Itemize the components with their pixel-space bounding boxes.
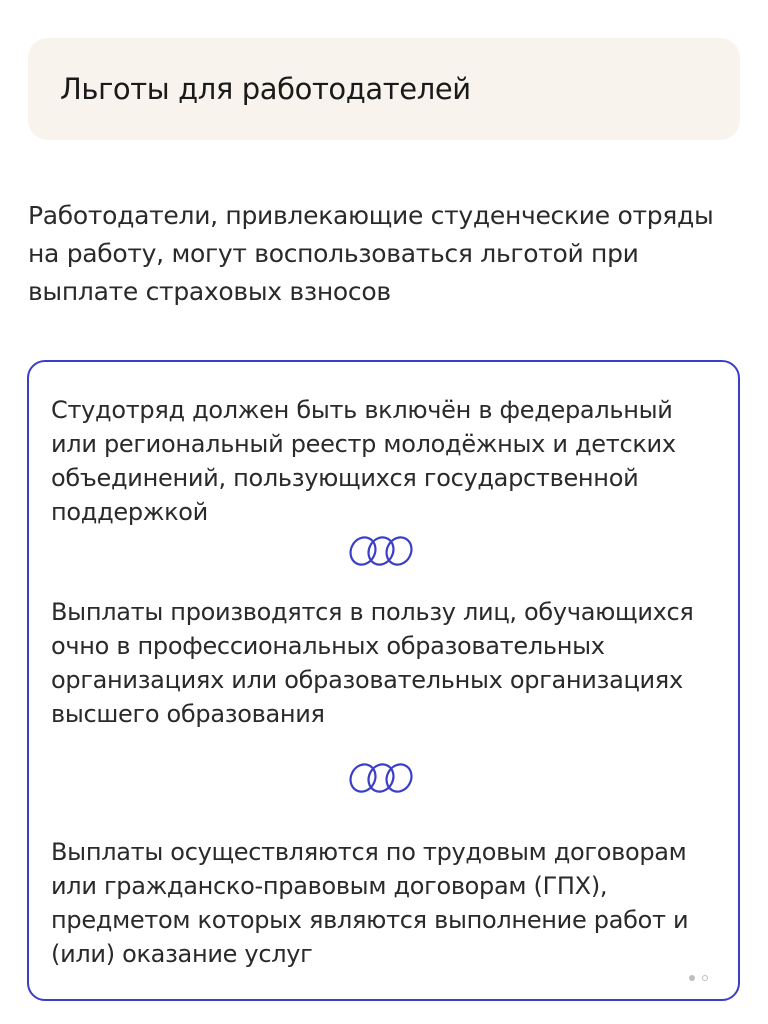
interlocking-rings-icon	[347, 760, 419, 796]
pagination-dot-active[interactable]	[689, 975, 695, 981]
condition-full-time-students: Выплаты производятся в пользу лиц, обучающихся очно в профессиональных образовательных организациях или образовательных организациях высшего образования	[51, 598, 694, 728]
conditions-card	[27, 360, 740, 1001]
page-title: Льготы для работодателей	[60, 72, 471, 106]
pagination-dots	[689, 975, 708, 981]
condition-registry: Студотряд должен быть включён в федеральный или региональный реестр молодёжных и детских объединений, пользующихся государственной поддержкой	[51, 396, 676, 526]
title-card	[28, 38, 740, 140]
pagination-dot[interactable]	[702, 975, 708, 981]
interlocking-rings-icon	[347, 533, 419, 569]
intro-text: Работодатели, привлекающие студенческие отряды на работу, могут воспользоваться льготой при выплате страховых взносов	[28, 201, 714, 306]
condition-contracts: Выплаты осуществляются по трудовым договорам или гражданско-правовым договорам (ГПХ), предметом которых являются выполнение работ и (или) оказание услуг	[51, 838, 689, 968]
